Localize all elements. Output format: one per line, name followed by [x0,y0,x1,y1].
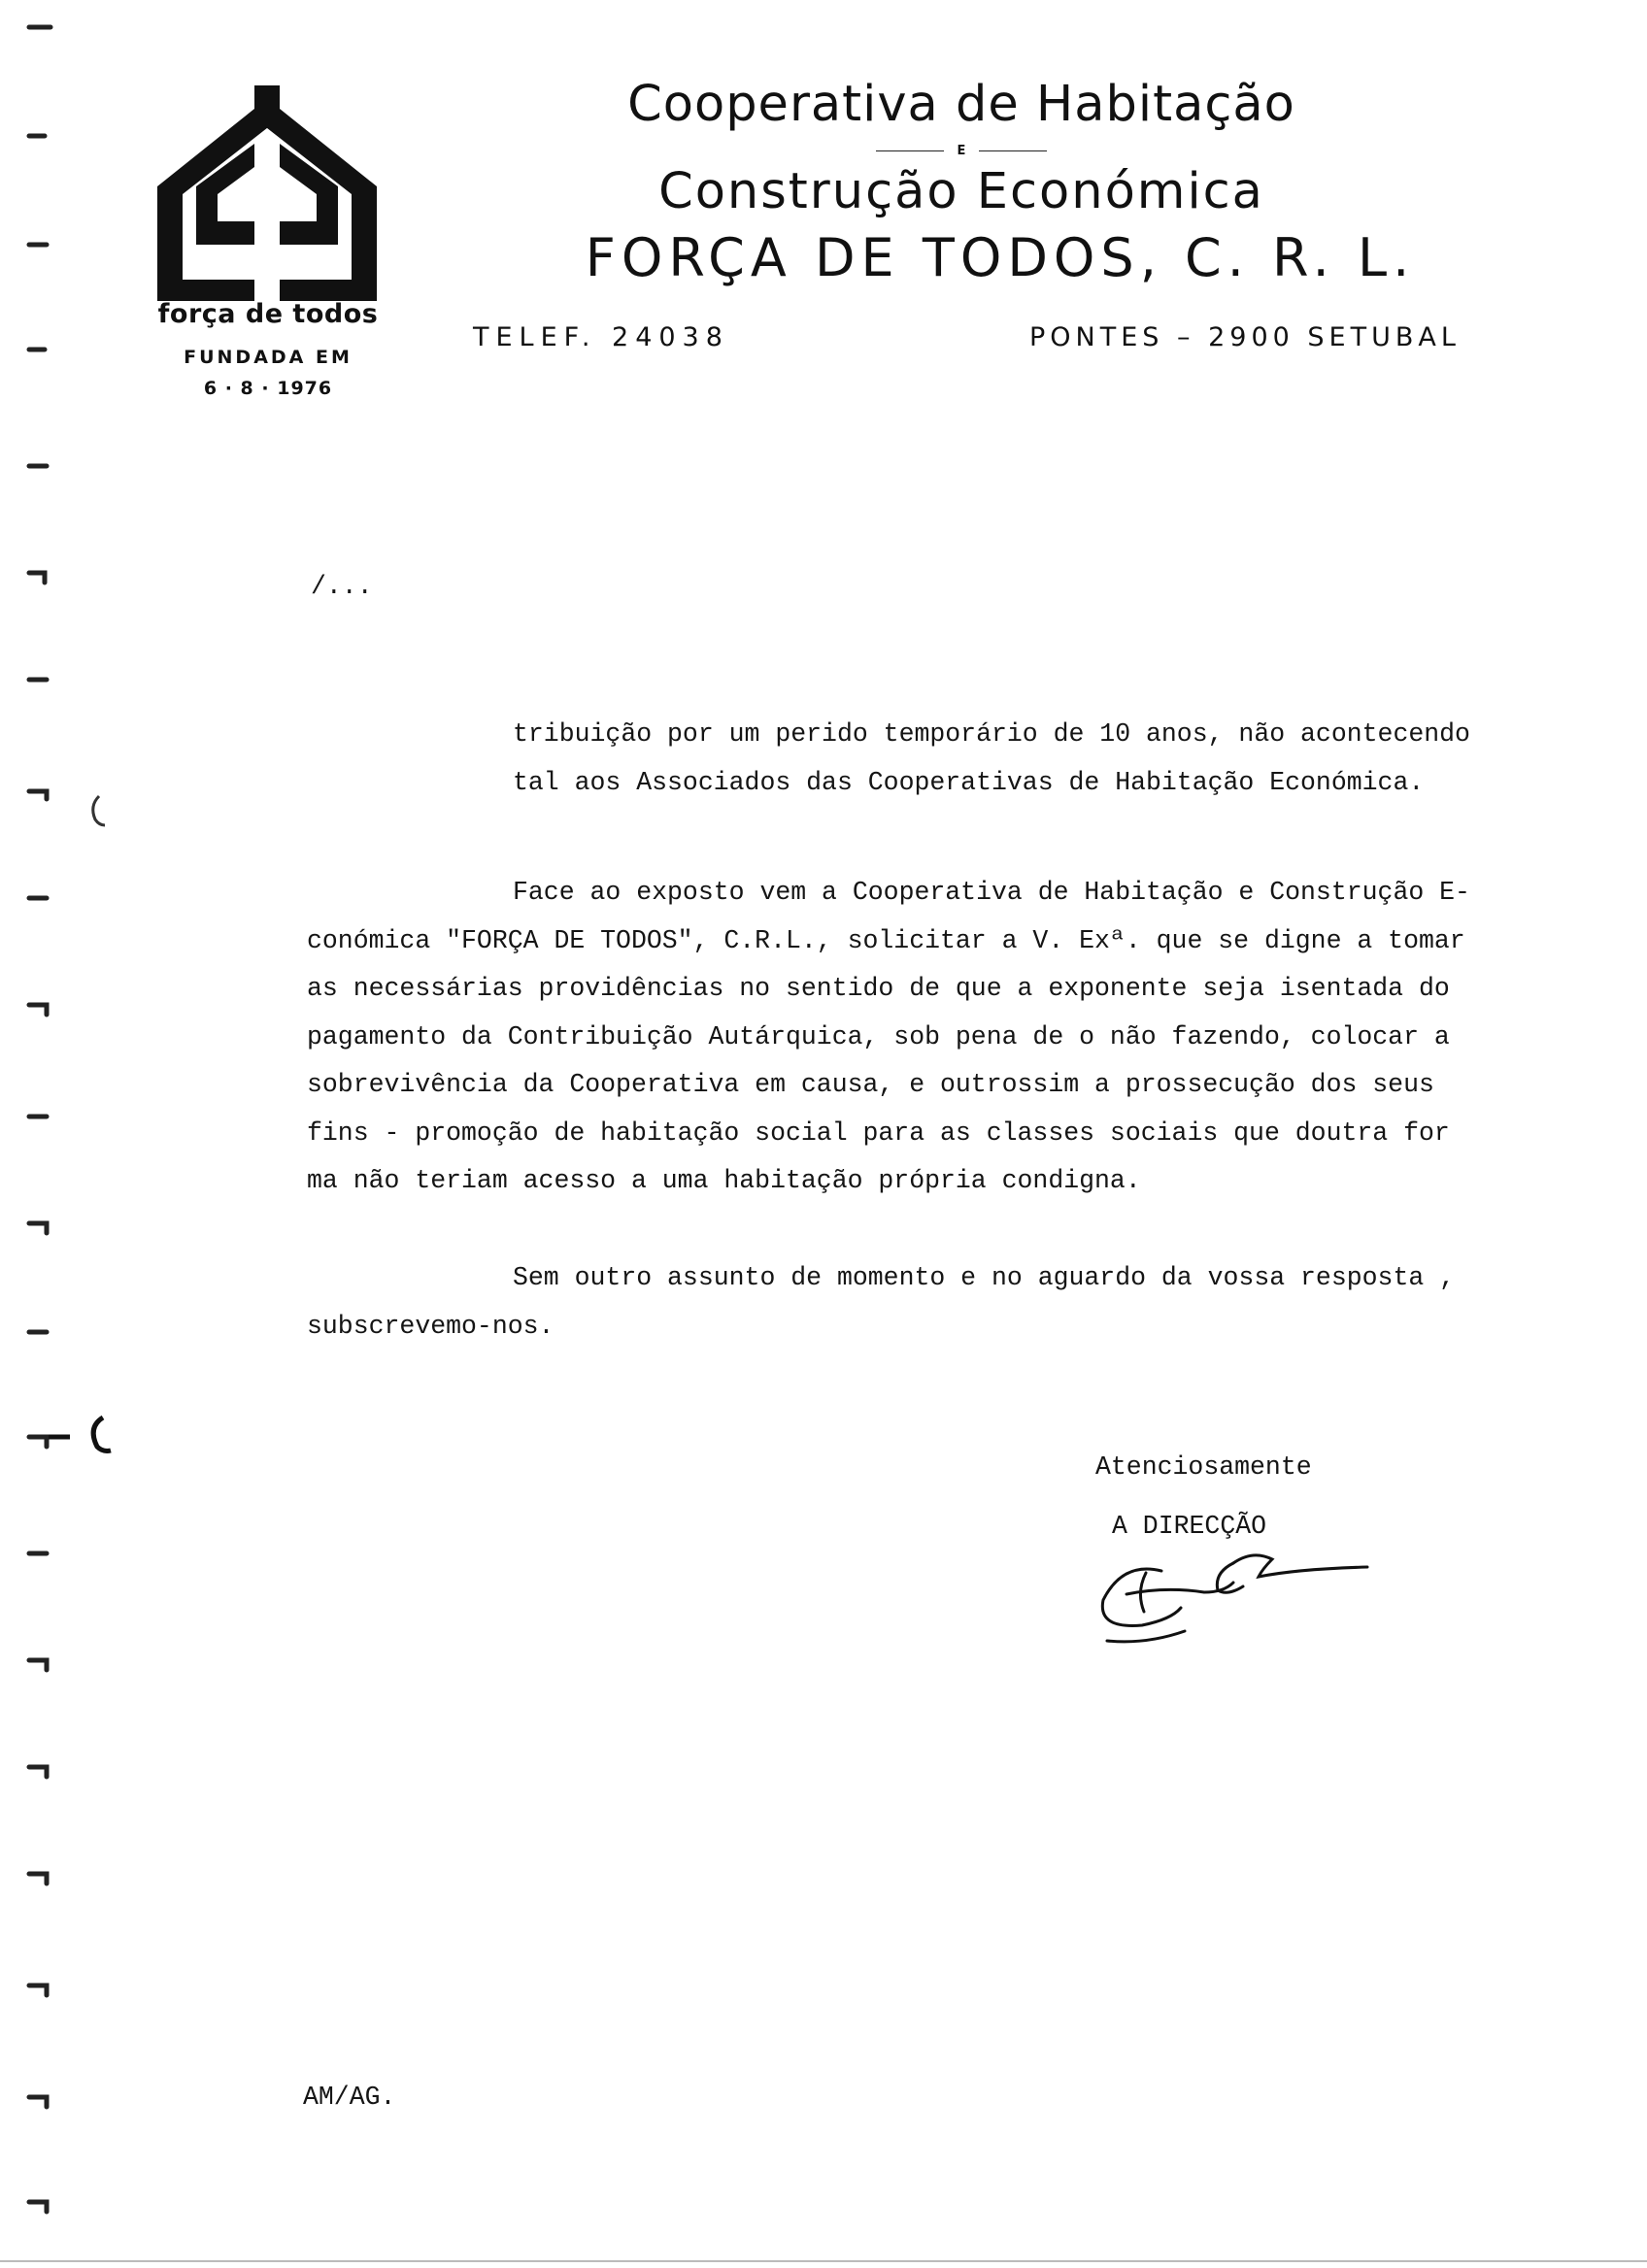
paragraph-line: as necessárias providências no sentido de que a exponente seja isentada do [307,974,1450,1003]
logo-founded-date: 6 · 8 · 1976 [203,378,333,399]
letterhead-phone: TELEF. 24038 [473,322,729,352]
divider [876,150,944,151]
paragraph-line: conómica "FORÇA DE TODOS", C.R.L., solicitar a V. Exª. que se digne a tomar [307,925,1465,955]
paragraph-line: fins - promoção de habitação social para as classes sociais que doutra for [307,1117,1450,1148]
paragraph-line: sobrevivência da Cooperativa em causa, e outrossim a prossecução dos seus [307,1070,1434,1099]
paragraph-1 [307,711,1530,807]
connector-letter: E [957,144,966,158]
letterhead-address: PONTES – 2900 SETUBAL [1029,322,1461,352]
paragraph-line: pagamento da Contribuição Autárquica, sob pena de o não fazendo, colocar a [307,1021,1450,1051]
paragraph-2 [307,869,1530,1206]
logo-wordmark: força de todos [157,299,379,329]
paragraph-line: ma não teriam acesso a uma habitação própria condigna. [307,1166,1141,1195]
cooperative-logo-icon [157,85,377,301]
margin-feed-marks [19,0,136,2268]
closing-salutation: Atenciosamente [1095,1452,1312,1482]
paragraph-line: Sem outro assunto de momento e no aguardo da vossa resposta , [513,1263,1456,1292]
paragraph-line: Face ao exposto vem a Cooperativa de Habitação e Construção E- [513,878,1470,907]
reference-initials: AM/AG. [303,2083,396,2112]
handwritten-signature [1088,1540,1398,1656]
paragraph-line: tal aos Associados das Cooperativas de Habitação Económica. [513,767,1425,797]
bottom-edge-line [0,2260,1647,2262]
divider [979,150,1047,151]
signatory-title: A DIRECÇÃO [1112,1512,1267,1541]
letterhead-company-name: FORÇA DE TODOS, C. R. L. [585,227,1416,288]
page-continuation-mark: /... [311,572,373,601]
logo-founded-label: FUNDADA EM [184,347,353,368]
letterhead-title-line2: Construção Económica [658,163,1264,220]
letterhead-title-line1: Cooperativa de Habitação [627,76,1295,133]
letterhead-connector [544,144,1379,158]
paragraph-line: subscrevemo-nos. [307,1311,555,1341]
paragraph-line: tribuição por um perido temporário de 10 anos, não acontecendo [513,719,1470,749]
paragraph-3 [307,1254,1530,1351]
